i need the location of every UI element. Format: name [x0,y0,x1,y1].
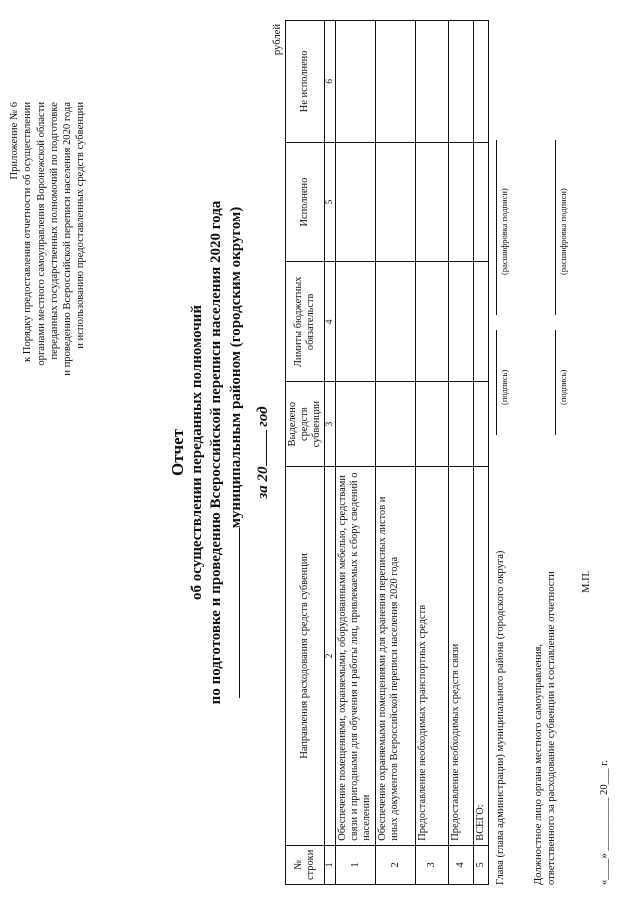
column-number: 6 [325,21,336,143]
title-line-4 [226,0,246,905]
year-suffix: год [255,406,271,427]
column-number: 5 [325,142,336,262]
cell-allocated[interactable] [416,382,449,467]
table-row-total [474,21,489,885]
table-row [376,21,416,885]
cell-not-executed[interactable] [474,21,489,143]
official-signature-caption: (подпись) [558,369,568,405]
head-signature-caption: (подпись) [499,369,509,405]
header-limits: Лимиты бюджетных обязательств [286,262,325,382]
head-signature-label: Глава (глава администрации) муниципального района (городского округа) [495,550,506,885]
row-number: 4 [449,845,474,884]
report-date[interactable]: «____» __________ 20___ г. [599,760,610,885]
year-prefix: за 20 [255,466,271,499]
stamp-place: М.П. [581,570,592,593]
appendix-line: органами местного самоуправления Воронежской области [35,102,47,366]
row-direction: Обеспечение помещениями, охраняемыми, оборудованными мебелью, средствами связи и пригодными для обучения и работы лиц, привлекаемых к сбору сведений о населении [336,467,376,846]
title-line-4-text: муниципальным районом (городским округом) [228,206,244,529]
row-number: 2 [376,845,416,884]
report-year [254,0,273,905]
cell-not-executed[interactable] [376,21,416,143]
row-direction: Предоставление необходимых транспортных средств [416,467,449,846]
head-decoding-line[interactable] [496,140,497,315]
currency-units: рублей [272,24,283,56]
cell-not-executed[interactable] [449,21,474,143]
column-number: 4 [325,262,336,382]
header-executed: Исполнено [286,142,325,262]
cell-executed[interactable] [416,142,449,262]
appendix-line: переданных государственных полномочий по подготовке [48,102,60,360]
row-direction: Обеспечение охраняемыми помещениями для хранения переписных листов и иных документов Всероссийской переписи населения 2020 года [376,467,416,846]
header-allocated: Выделено средств субвенции [286,382,325,467]
table-row [449,21,474,885]
table-header-row [286,21,325,885]
column-number: 1 [325,845,336,884]
row-number: 1 [336,845,376,884]
column-number: 2 [325,467,336,846]
cell-allocated[interactable] [336,382,376,467]
column-number-row [325,21,336,885]
official-decoding-line[interactable] [555,140,556,315]
row-number: 5 [474,845,489,884]
cell-allocated[interactable] [449,382,474,467]
official-label-line-1: Должностное лицо органа местного самоуправления, [533,643,544,885]
cell-executed[interactable] [376,142,416,262]
cell-allocated[interactable] [474,382,489,467]
title-line-3: по подготовке и проведению Всероссийской переписи населения 2020 года [208,200,224,705]
row-direction: Предоставление необходимых средств связи [449,467,474,846]
column-number: 3 [325,382,336,467]
cell-executed[interactable] [336,142,376,262]
table-row [336,21,376,885]
row-direction: ВСЕГО: [474,467,489,846]
head-decoding-caption: (расшифровка подписи) [499,188,509,275]
row-number: 3 [416,845,449,884]
cell-not-executed[interactable] [336,21,376,143]
appendix-line: Приложение № 6 [9,102,20,180]
official-decoding-caption: (расшифровка подписи) [558,188,568,275]
year-blank[interactable] [254,430,267,466]
cell-limits[interactable] [416,262,449,382]
header-not-executed: Не исполнено [286,21,325,143]
cell-allocated[interactable] [376,382,416,467]
header-row-number: № строки [286,845,325,884]
cell-limits[interactable] [376,262,416,382]
cell-executed[interactable] [449,142,474,262]
head-signature-line[interactable] [496,330,497,435]
cell-executed[interactable] [474,142,489,262]
appendix-note [8,102,88,402]
report-table [285,20,489,885]
cell-not-executed[interactable] [416,21,449,143]
appendix-line: и использованию предоставленных средств субвенции [75,102,87,349]
appendix-line: и проведению Всероссийской переписи населения 2020 года [62,102,74,376]
cell-limits[interactable] [474,262,489,382]
report-title [168,0,273,905]
appendix-line: к Порядку предоставления отчетности об осуществлении [22,102,34,362]
title-line-2: об осуществлении переданных полномочий [189,305,205,600]
table-row [416,21,449,885]
cell-limits[interactable] [449,262,474,382]
cell-limits[interactable] [336,262,376,382]
header-direction: Направления расходования средств субвенции [286,467,325,846]
official-label-line-2: ответственного за расходование субвенции и составление отчетности [546,571,557,885]
official-signature-line[interactable] [555,330,556,435]
municipality-blank[interactable] [226,528,240,698]
title-line-1: Отчет [168,428,187,477]
